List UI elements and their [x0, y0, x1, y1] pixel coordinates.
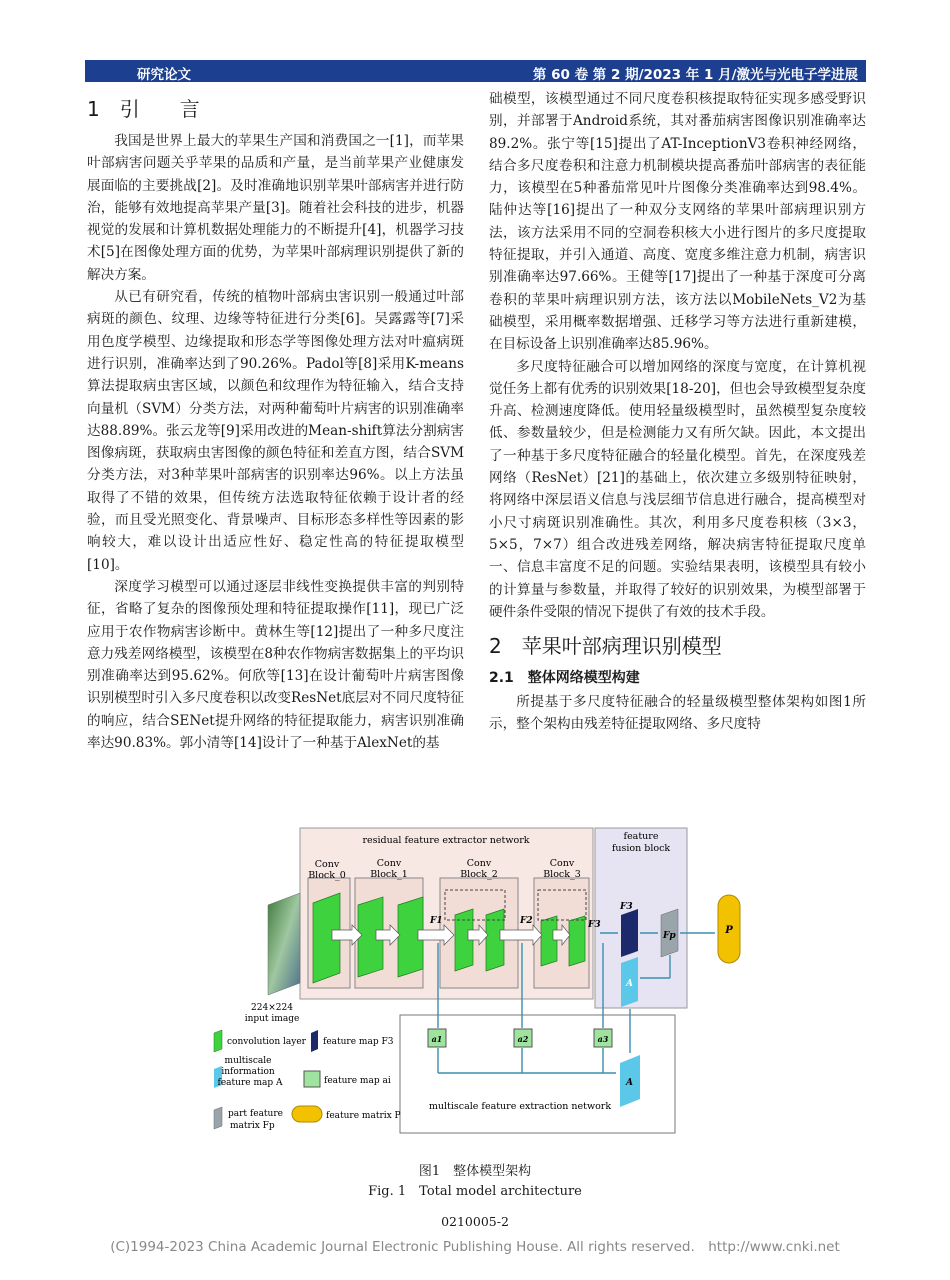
legend-part: matrix Fp	[230, 1121, 275, 1131]
legend-featmap-icon	[311, 1030, 318, 1052]
f1-label: F1	[430, 916, 443, 926]
legend-multiscale: feature map A	[217, 1078, 283, 1088]
paragraph: 我国是世界上最大的苹果生产国和消费国之一[1]，而苹果叶部病害问题关乎苹果的品质和产量，是当前苹果产业健康发展面临的主要挑战[2]。及时准确地识别苹果叶部病害并进行防治，能够有效地提高苹果产量[3]。随着社会科技的进步，机器视觉的发展和计算机数据处理能力的不断提升[4]，机器学习技术[5]在图像处理方面的优势，为苹果叶部病理识别提供了新的解决方案。	[87, 133, 464, 283]
paragraph: 从已有研究看，传统的植物叶部病虫害识别一般通过叶部病斑的颜色、纹理、边缘等特征进行分类[6]。吴露露等[7]采用色度学模型、边缘提取和形态学等图像处理方法对叶瘟病斑进行识别，准确率达到了90.26%。Padol等[8]采用K-means算法提取病虫害区域，以颜色和纹理作为特征输入，结合支持向量机（SVM）分类方法，对两种葡萄叶片病害的识别准确率达88.89%。张云龙等[9]采用改进的Mean-shift算法分割病害图像病斑，获取病虫害图像的颜色特征和差直方图，结合SVM分类方法，对3种苹果叶部病害的识别率达96%。以上方法虽取得了不错的效果，但传统方法选取特征依赖于设计者的经验，而且受光照变化、背景噪声、目标形态多样性等因素的影响较大，难以设计出适应性好、稳定性高的特征提取模型[10]。	[87, 289, 464, 573]
section-2-title: 2 苹果叶部病理识别模型	[489, 634, 722, 659]
a2-label: a2	[517, 1034, 529, 1044]
f3-fusion-label: F3	[620, 902, 633, 912]
conv-layer	[541, 916, 557, 966]
section-1-title: 1 引 言	[87, 97, 200, 121]
figure-caption-cn: 图1 整体模型架构	[418, 1164, 532, 1179]
a-msfe-label: A	[626, 1078, 633, 1088]
block1-label: Conv	[376, 858, 402, 869]
p-label: P	[725, 925, 733, 936]
legend-conv-icon	[214, 1030, 222, 1052]
legend-featmap-a: feature map ai	[324, 1076, 391, 1086]
input-leaf-image	[268, 893, 300, 995]
paragraph: 所提基于多尺度特征融合的轻量级模型整体架构如图1所示，整个架构由残差特征提取网络、多尺度特	[489, 694, 866, 733]
input-size-label: 224×224	[251, 1003, 293, 1013]
conv-layer	[569, 916, 585, 966]
legend-featmap: feature map F3	[323, 1037, 394, 1047]
fusion-title-2: fusion block	[611, 843, 671, 854]
journal-header-bar	[85, 60, 866, 82]
a-fusion-label: A	[626, 979, 633, 989]
subsection-title: 2.1 整体网络模型构建	[489, 670, 640, 687]
residual-title: residual feature extractor network	[362, 835, 530, 846]
legend-p: feature matrix P	[326, 1111, 401, 1121]
copyright-footer: (C)1994-2023 China Academic Journal Electronic Publishing House. All rights reserved. http://www.cnki.net	[110, 1239, 840, 1255]
legend-conv: convolution layer	[227, 1037, 306, 1047]
paragraph: 础模型，该模型通过不同尺度卷积核提取特征实现多感受野识别，并部署于Android系统，其对番茄病害图像识别准确率达89.2%。张宁等[15]提出了AT-InceptionV3卷积神经网络，结合多尺度卷积和注意力机制模块提高番茄叶部病害的表征能力，该模型在5种番茄常见叶片图像分类准确率达到98.4%。陆仲达等[16]提出了一种双分支网络的苹果叶部病理识别方法，该方法采用不同的空洞卷积核大小进行图片的多尺度提取特征提取，并引入通道、高度、宽度多维注意力机制，病害识别准确率达97.66%。王健等[17]提出了一种基于深度可分离卷积的苹果叶病理识别方法，该方法以MobileNets_V2为基础模型，采用概率数据增强、迁移学习等方法进行重新建模，在目标设备上识别准确率达85.96%。	[489, 91, 866, 353]
input-image-label: input image	[244, 1014, 300, 1024]
f3-label: F3	[588, 920, 601, 930]
legend-multiscale: multiscale	[224, 1056, 272, 1066]
right-column	[489, 88, 866, 736]
journal-issue: 第 60 卷 第 2 期/2023 年 1 月/激光与光电子学进展	[532, 67, 858, 83]
page-number: 0210005-2	[441, 1214, 509, 1229]
feature-map-f3	[621, 909, 638, 957]
block1-label: Block_1	[370, 869, 408, 880]
block0-label: Block_0	[308, 870, 346, 881]
article-type: 研究论文	[137, 67, 191, 83]
paragraph: 深度学习模型可以通过逐层非线性变换提供丰富的判别特征，省略了复杂的图像预处理和特征提取操作[11]，现已广泛应用于农作物病害诊断中。黄林生等[12]提出了一种多尺度注意力残差网络模型，该模型在8种农作物病害数据集上的平均识别准确率达到95.62%。何欣等[13]在设计葡萄叶片病害图像识别模型时引入多尺度卷积以改变ResNet底层对不同尺度特征的响应，结合SENet提升网络的特征提取能力，病害识别准确率达90.83%。郭小清等[14]设计了一种基于AlexNet的基	[87, 578, 464, 752]
block3-label: Block_3	[543, 869, 581, 880]
legend-p-icon	[292, 1106, 322, 1122]
left-column	[87, 92, 464, 754]
legend-part: part feature	[228, 1109, 283, 1119]
a1-label: a1	[431, 1034, 443, 1044]
fp-label: Fp	[663, 931, 676, 941]
fusion-title-1: feature	[623, 831, 659, 842]
paragraph: 多尺度特征融合可以增加网络的深度与宽度，在计算机视觉任务上都有优秀的识别效果[18-20]，但也会导致模型复杂度升高、检测速度降低。使用轻量级模型时，虽然模型复杂度较低、参数量较少，但是检测能力又有所欠缺。因此，本文提出了一种基于多尺度特征融合的轻量化模型。首先，在深度残差网络（ResNet）[21]的基础上，依次建立多级别特征映射，将网络中深层语义信息与浅层细节信息进行融合，提高模型对小尺寸病斑识别准确性。其次，利用多尺度卷积核（3×3，5×5，7×7）组合改进残差网络，解决病害特征提取尺度单一、信息丰富度不足的问题。实验结果表明，该模型具有较小的计算量与参数量，并取得了较好的识别效果，为模型部署于硬件条件受限的情况下提供了有效的技术手段。	[489, 358, 866, 620]
figure-1-architecture	[200, 823, 760, 1153]
block2-label: Block_2	[460, 869, 498, 880]
f2-label: F2	[520, 916, 533, 926]
block0-label: Conv	[314, 859, 340, 870]
legend-multiscale: information	[221, 1067, 275, 1077]
legend-part-icon	[214, 1107, 222, 1129]
legend-featmap-a-icon	[304, 1071, 320, 1087]
a3-label: a3	[597, 1034, 609, 1044]
block3-label: Conv	[549, 858, 575, 869]
msfe-title: multiscale feature extraction network	[428, 1101, 612, 1112]
block2-label: Conv	[466, 858, 492, 869]
figure-caption-en: Fig. 1 Total model architecture	[368, 1184, 582, 1199]
